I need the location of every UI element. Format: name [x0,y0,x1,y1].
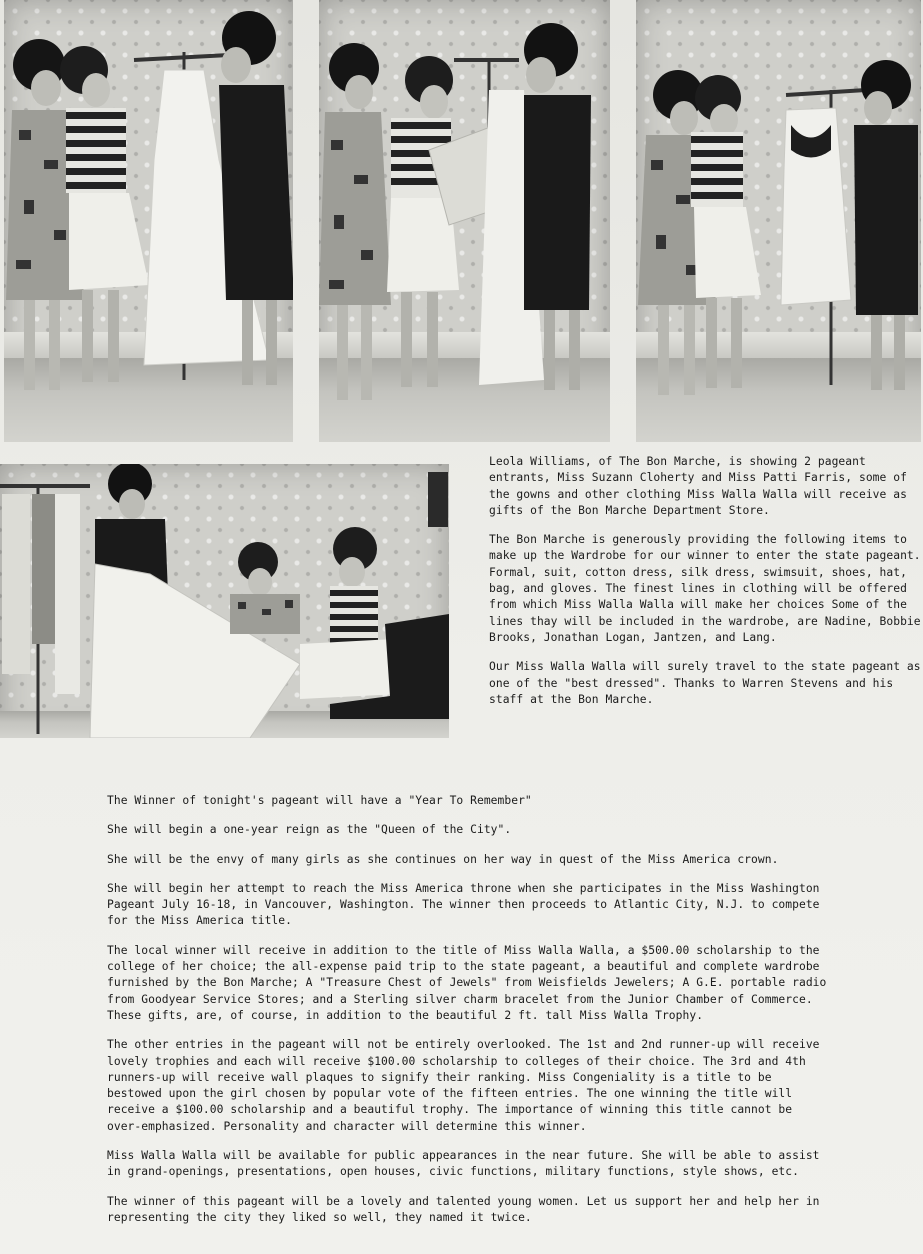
body-paragraph: The other entries in the pageant will not be entirely overlooked. The 1st and 2nd runner-up will receive lovely trophies and each will receive $100.00 scholarship to colleges of their choice. The 3rd and 4th runners-up will receive wall plaques to signify their ranking. Miss Congeniality is a title to be bestowed upon the girl chosen by popular vote of the fifteen entries. The one winning the title will receive a $100.00 scholarship and a beautiful trophy. The importance of winning this title cannot be over-emphasized. Personality and character will determine this winner. [107,1038,820,1133]
photo-showing-dress [319,0,610,442]
body-paragraph: She will be the envy of many girls as she continues on her way in quest of the Miss America crown. [107,852,779,866]
body-paragraph: She will begin her attempt to reach the Miss America throne when she participates in the Miss Washington Pageant July 16-18, in Vancouver, Washington. The winner then proceeds to Atlantic City, N.J. to compete for the Miss America title. [107,881,820,928]
figures-illustration [4,0,293,442]
figures-illustration [319,0,610,442]
body-paragraph: Miss Walla Walla will be available for public appearances in the near future. She will be able to assist in grand-openings, presentations, open houses, civic functions, military functions, style shows, etc. [107,1149,820,1179]
caption-paragraph: The Bon Marche is generously providing the following items to make up the Wardrobe for our winner to enter the state pageant. Formal, suit, cotton dress, silk dress, swimsuit, shoes, hat, bag, and gloves. The finest lines in clothing will be offered from which Miss Walla Walla will make her choices Some of the lines thay will be included in the wardrobe, are Nadine, Bobbie Brooks, Jonathan Logan, Jantzen, and Lang. [489,533,921,644]
body-paragraph: The winner of this pageant will be a lovely and talented young women. Let us support her and help her in representing the city they liked so well, they named it twice. [107,1194,820,1224]
caption-block [489,454,923,721]
photo-rack-dress [636,0,921,442]
body-paragraph: The local winner will receive in addition to the title of Miss Walla Walla, a $500.00 scholarship to the college of her choice; the all-expense paid trip to the state pageant, a beautiful and complete wardrobe furnished by the Bon Marche; A "Treasure Chest of Jewels" from Weisfields Jewelers; A G.E. portable radio from Goodyear Service Stores; and a Sterling silver charm bracelet from the Junior Chamber of Commerce. These gifts, are, of course, in addition to the beautiful 2 ft. tall Miss Walla Trophy. [107,943,827,1022]
photo-seated-entrants [0,464,449,738]
body-paragraph: The Winner of tonight's pageant will have a "Year To Remember" [107,794,532,807]
figures-illustration [0,464,449,738]
caption-paragraph: Our Miss Walla Walla will surely travel to the state pageant as one of the "best dressed". Thanks to Warren Stevens and his staff at the Bon Marche. [489,660,921,706]
article-body [107,793,829,1239]
figures-illustration [636,0,921,442]
body-paragraph: She will begin a one-year reign as the "Queen of the City". [107,823,512,837]
caption-paragraph: Leola Williams, of The Bon Marche, is showing 2 pageant entrants, Miss Suzann Cloherty and Miss Patti Farris, some of the gowns and other clothing Miss Walla Walla will receive as gifts of the Bon Marche Department Store. [489,455,907,517]
photo-wardrobe-gown [4,0,293,442]
